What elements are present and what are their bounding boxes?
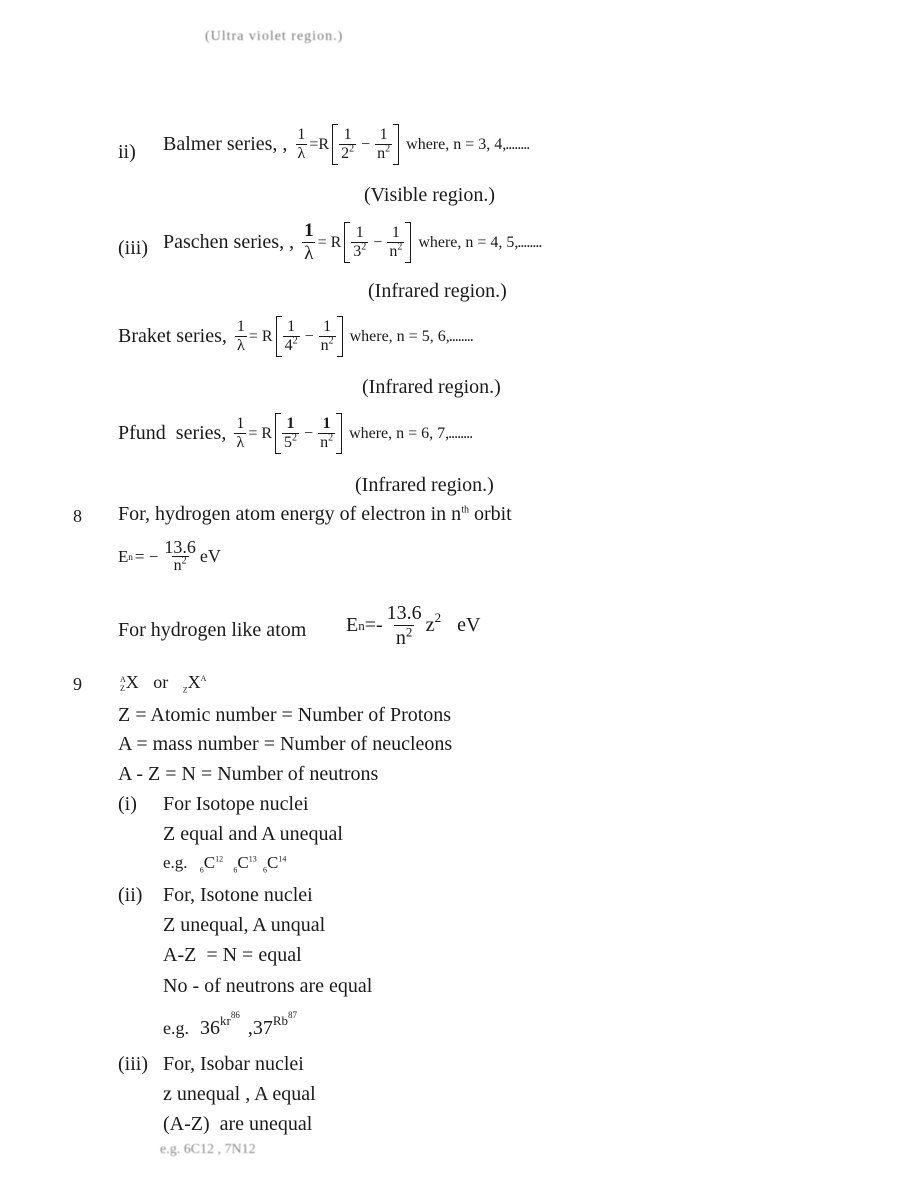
braket-region: (Infrared region.) [362,376,501,398]
bracket-expression: $\frac{1}{2^2}$ − $\frac{1}{n^2}$ [332,124,399,165]
case-isobar-line-1: z unequal , A equal [163,1083,316,1105]
lhs-fraction: $\frac{1}{\lambda}$ [304,220,314,264]
definition-neutron-number: A - Z = N = Number of neutrons [118,763,379,785]
definition-atomic-number: Z = Atomic number = Number of Protons [118,704,452,726]
paschen-series-formula: Paschen series, , $\frac{1}{\lambda}$ = R $\frac{1}{3^2}$ − $\frac{1}{n^2}$ where, n = 4, 5 ,........ [163,220,542,264]
bracket-expression: $\frac{1}{4^2}$ − $\frac{1}{n^2}$ [276,316,343,357]
nuclide-notation: A Z X or $_ZX^A$ [120,672,207,695]
braket-series-formula: Braket series, $\frac{1}{\lambda}$ = R $\frac{1}{4^2}$ − $\frac{1}{n^2}$ where, n = 5, 6 ,........ [118,316,473,357]
paschen-series-label: Paschen series, , [163,231,295,253]
hydrogen-energy-formula: E n = − $\frac{13.6}{n^2}$ eV [118,537,221,574]
cutoff-text-bottom: e.g. 6C12 , 7N12 [160,1142,256,1157]
cutoff-text-top: (Ultra violet region.) [205,29,344,44]
pfund-series-formula: Pfund series, $\frac{1}{\lambda}$ = R $\frac{1}{5^2}$ − $\frac{1}{n^2}$ where, n = 6, 7 ,........ [118,413,472,454]
lhs-fraction: $\frac{1}{\lambda}$ [236,318,245,354]
case-isotone-line-2: A-Z = N = equal [163,944,302,966]
case-isobar-title: For, Isobar nuclei [163,1053,304,1075]
case-isotone-line-1: Z unequal, A unqual [163,914,326,936]
case-isotone-example: e.g. $36^{kr86}$ $,37^{Rb87}$ [163,1010,298,1039]
case-isotope-title: For Isotope nuclei [163,793,309,815]
case-isotone-index: (ii) [118,884,143,906]
item-number-9: 9 [73,674,82,694]
case-isobar-line-2: (A-Z) are unequal [163,1113,313,1135]
paschen-index: (iii) [118,237,148,259]
hydrogen-like-energy-formula: E n =- $\frac{13.6}{n^2}$ z $^2$ eV [346,602,481,649]
bracket-expression: $\frac{1}{5^2}$ − $\frac{1}{n^2}$ [275,413,342,454]
balmer-series-formula: Balmer series, , $\frac{1}{\lambda}$ =R $\frac{1}{2^2}$ − $\frac{1}{n^2}$ where, n = 3, 4 ,........ [163,124,529,165]
item-number-8: 8 [73,506,82,526]
case-isotope-index: (i) [118,793,137,815]
case-isotope-line: Z equal and A unequal [163,823,343,845]
definition-mass-number: A = mass number = Number of neucleons [118,733,453,755]
paschen-region: (Infrared region.) [368,280,507,302]
lhs-fraction: $\frac{1}{\lambda}$ [297,126,306,162]
item8-heading: For, hydrogen atom energy of electron in $n^{th}$ orbit [118,503,512,525]
balmer-series-label: Balmer series, , [163,133,288,155]
bracket-expression: $\frac{1}{3^2}$ − $\frac{1}{n^2}$ [344,222,411,263]
case-isotone-title: For, Isotone nuclei [163,884,313,906]
lhs-fraction: $\frac{1}{\lambda}$ [236,415,245,451]
pfund-region: (Infrared region.) [355,474,494,496]
hydrogen-like-label: For hydrogen like atom [118,619,307,641]
braket-series-label: Braket series, [118,325,227,347]
case-isobar-index: (iii) [118,1053,148,1075]
case-isotope-example: e.g. $_6C^{12}$ $_6C^{13}$ $_6C^{14}$ [163,853,287,875]
balmer-index: ii) [118,141,136,163]
pfund-series-label: Pfund series, [118,422,227,444]
balmer-region: (Visible region.) [364,184,495,206]
case-isotone-line-3: No - of neutrons are equal [163,975,373,997]
